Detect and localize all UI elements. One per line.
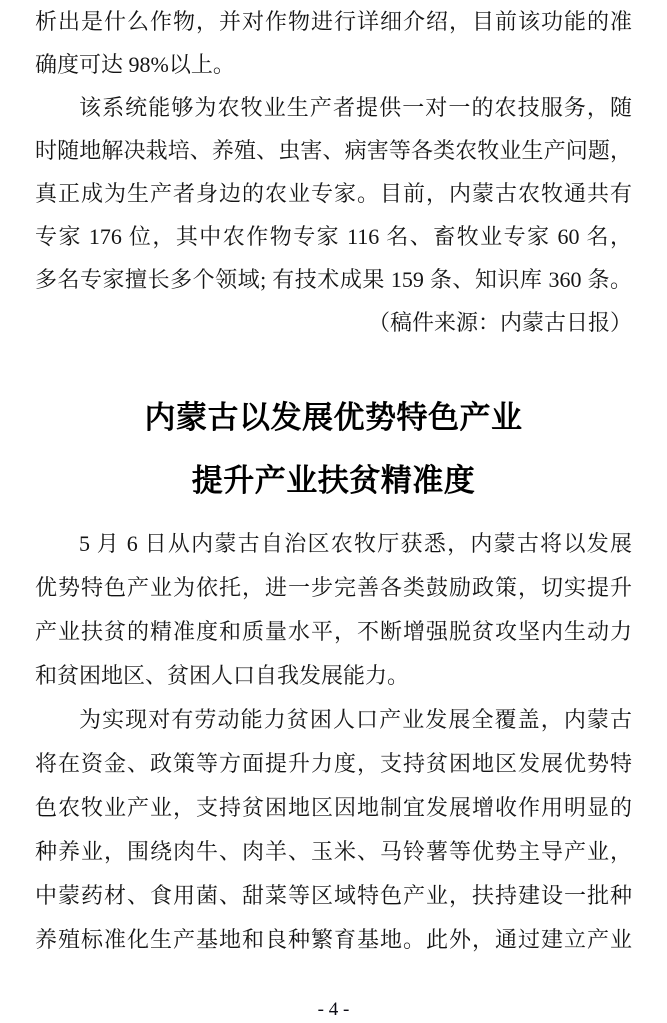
page-number: - 4 - [317,999,350,1020]
text-line: 该系统能够为农牧业生产者提供一对一的农技服务，随 [79,95,632,120]
text-line: 真正成为生产者身边的农业专家。目前，内蒙古农牧通共有 [35,181,632,206]
text-line: 确度可达 98%以上。 [35,52,235,77]
article-title-line2: 提升产业扶贫精准度 [191,463,476,498]
article-title [35,386,632,512]
text-line: 色农牧业产业，支持贫困地区因地制宜发展增收作用明显的 [35,795,632,820]
text-line: 时随地解决栽培、养殖、虫害、病害等各类农牧业生产问题， [35,138,632,163]
text-line: 多名专家擅长多个领域; 有技术成果 159 条、知识库 360 条。 [35,267,632,292]
article-title-line1: 内蒙古以发展优势特色产业 [144,400,523,435]
text-line: 5 月 6 日从内蒙古自治区农牧厅获悉，内蒙古将以发展 [79,531,632,556]
text-line: 产业扶贫的精准度和质量水平，不断增强脱贫攻坚内生动力 [35,619,632,644]
text-line: 中蒙药材、食用菌、甜菜等区域特色产业，扶持建设一批种 [35,883,632,908]
text-line: 专家 176 位，其中农作物专家 116 名、畜牧业专家 60 名， [35,224,632,249]
text-line: 为实现对有劳动能力贫困人口产业发展全覆盖，内蒙古 [79,707,632,732]
text-line: 和贫困地区、贫困人口自我发展能力。 [35,663,410,688]
source-attribution: （稿件来源：内蒙古日报） [367,310,632,335]
text-line: 养殖标准化生产基地和良种繁育基地。此外，通过建立产业 [35,927,632,952]
text-line: 将在资金、政策等方面提升力度，支持贫困地区发展优势特 [35,751,632,776]
text-line: 优势特色产业为依托，进一步完善各类鼓励政策，切实提升 [35,575,632,600]
text-line: 析出是什么作物，并对作物进行详细介绍，目前该功能的准 [35,9,632,34]
text-line: 种养业，围绕肉牛、肉羊、玉米、马铃薯等优势主导产业， [35,839,632,864]
article-body [35,522,632,962]
previous-article-body [35,0,632,344]
